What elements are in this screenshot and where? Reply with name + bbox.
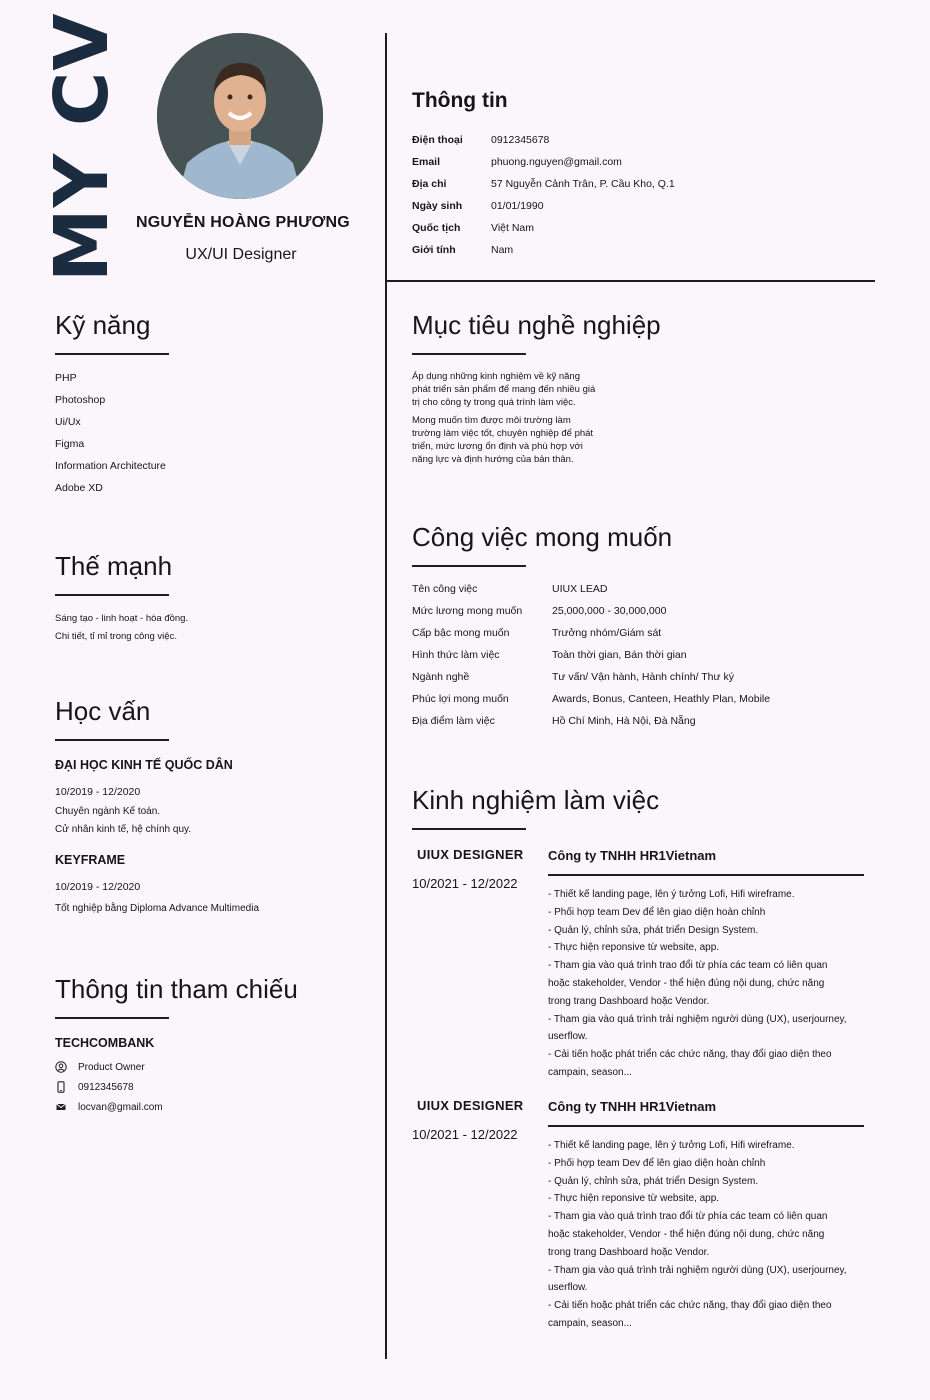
objective-line: triển, mức lương ổn định và phù hợp với xyxy=(412,441,583,452)
duty-line: campain, season... xyxy=(548,1317,632,1329)
desired-job-key: Tên công việc xyxy=(412,583,478,595)
objective-line: trường làm việc tốt, chuyên nghiệp để phát xyxy=(412,428,594,439)
phone-icon xyxy=(55,1081,67,1093)
duty-line: - Tham gia vào quá trình trải nghiệm người dùng (UX), userjourney, xyxy=(548,1013,847,1025)
my-cv-badge: MY CV xyxy=(39,12,125,282)
desired-job-value: UIUX LEAD xyxy=(552,583,608,595)
info-row xyxy=(412,239,675,261)
desired-job-row xyxy=(412,688,770,710)
duty-line: trong trang Dashboard hoặc Vendor. xyxy=(548,995,710,1007)
duty-line: - Phối hợp team Dev để lên giao diện hoàn chỉnh xyxy=(548,1157,766,1169)
desired-job-key: Ngành nghề xyxy=(412,671,470,683)
duty-line: - Quản lý, chỉnh sửa, phát triển Design System. xyxy=(548,924,759,936)
strengths-title: Thế mạnh xyxy=(55,551,173,581)
education-desc-line: Tốt nghiệp bằng Diploma Advance Multimedia xyxy=(55,903,260,914)
info-value: phuong.nguyen@gmail.com xyxy=(491,156,622,168)
duty-line: - Tham gia vào quá trình trải nghiệm người dùng (UX), userjourney, xyxy=(548,1264,847,1276)
desired-job-rule xyxy=(412,565,526,567)
experience-company: Công ty TNHH HR1Vietnam xyxy=(548,1099,717,1114)
info-key: Email xyxy=(412,156,441,168)
info-value: Nam xyxy=(491,244,514,256)
experience-company: Công ty TNHH HR1Vietnam xyxy=(548,848,717,863)
objective-para-1 xyxy=(412,370,595,409)
objective-para-2 xyxy=(412,414,593,466)
envelope-icon xyxy=(55,1101,67,1113)
skills-list xyxy=(55,367,166,499)
info-row xyxy=(412,217,675,239)
desired-job-key: Phúc lợi mong muốn xyxy=(412,693,509,705)
info-table xyxy=(412,129,675,261)
duty-line: - Quản lý, chỉnh sửa, phát triển Design System. xyxy=(548,1175,759,1187)
strengths-text xyxy=(55,610,188,646)
objective-rule xyxy=(412,353,526,355)
info-value: Việt Nam xyxy=(491,222,534,234)
duty-line: trong trang Dashboard hoặc Vendor. xyxy=(548,1246,710,1258)
reference-phone: 0912345678 xyxy=(78,1081,134,1093)
experience-duties xyxy=(548,886,868,1082)
skill-item: Ui/Ux xyxy=(55,416,81,428)
reference-rule xyxy=(55,1017,169,1019)
desired-job-key: Cấp bậc mong muốn xyxy=(412,627,510,639)
experience-position: UIUX DESIGNER xyxy=(417,1098,524,1113)
reference-position-row xyxy=(55,1061,145,1073)
desired-job-row xyxy=(412,578,770,600)
reference-title: Thông tin tham chiếu xyxy=(55,974,298,1004)
education-desc xyxy=(55,803,191,839)
duty-line: hoặc stakeholder, Vendor - thể hiện đúng nội dung, chức năng xyxy=(548,977,825,989)
vertical-divider xyxy=(385,33,387,1359)
education-desc-line: Chuyên ngành Kế toán. xyxy=(55,806,161,817)
info-row xyxy=(412,195,675,217)
info-title: Thông tin xyxy=(412,89,508,112)
experience-company-rule xyxy=(548,874,864,876)
reference-email-row xyxy=(55,1101,163,1113)
reference-company: TECHCOMBANK xyxy=(55,1036,155,1050)
desired-job-value: Trưởng nhóm/Giám sát xyxy=(552,627,662,639)
avatar xyxy=(157,33,323,199)
info-row xyxy=(412,129,675,151)
info-value: 57 Nguyễn Cảnh Trân, P. Cầu Kho, Q.1 xyxy=(491,178,675,190)
objective-line: Áp dụng những kinh nghiệm về kỹ năng xyxy=(412,371,580,382)
info-row xyxy=(412,151,675,173)
education-rule xyxy=(55,739,169,741)
experience-duties xyxy=(548,1137,868,1333)
desired-job-table xyxy=(412,578,770,732)
skill-item: Adobe XD xyxy=(55,482,103,494)
desired-job-value: Awards, Bonus, Canteen, Heathly Plan, Mobile xyxy=(552,693,771,705)
info-key: Địa chỉ xyxy=(412,178,447,190)
objective-title: Mục tiêu nghề nghiệp xyxy=(412,310,661,340)
reference-phone-row xyxy=(55,1081,134,1093)
education-desc xyxy=(55,900,259,918)
experience-rule xyxy=(412,828,526,830)
education-school: KEYFRAME xyxy=(55,853,126,867)
strength-line: Chi tiết, tỉ mỉ trong công việc. xyxy=(55,631,177,642)
objective-line: Mong muốn tìm được môi trường làm xyxy=(412,415,571,426)
duty-line: - Tham gia vào quá trình trao đổi từ phía các team có liên quan xyxy=(548,960,828,972)
desired-job-key: Địa điểm làm việc xyxy=(412,715,495,727)
skills-rule xyxy=(55,353,169,355)
skill-item: Photoshop xyxy=(55,394,106,406)
info-key: Điện thoại xyxy=(412,134,463,146)
experience-date: 10/2021 - 12/2022 xyxy=(412,876,518,891)
experience-title: Kinh nghiệm làm việc xyxy=(412,785,660,815)
info-key: Giới tính xyxy=(412,244,456,256)
desired-job-row xyxy=(412,644,770,666)
duty-line: userflow. xyxy=(548,1031,588,1043)
desired-job-row xyxy=(412,710,770,732)
skills-title: Kỹ năng xyxy=(55,310,151,340)
education-date: 10/2019 - 12/2020 xyxy=(55,786,141,798)
duty-line: - Cải tiến hoặc phát triển các chức năng, thay đổi giao diện theo xyxy=(548,1300,832,1312)
education-title: Học vấn xyxy=(55,696,151,726)
person-circle-icon xyxy=(55,1061,67,1073)
job-role: UX/UI Designer xyxy=(185,246,297,263)
skill-item: Figma xyxy=(55,438,85,450)
info-row xyxy=(412,173,675,195)
info-key: Ngày sinh xyxy=(412,200,463,212)
full-name: NGUYỄN HOÀNG PHƯƠNG xyxy=(136,214,350,231)
desired-job-value: Tư vấn/ Vận hành, Hành chính/ Thư ký xyxy=(552,671,734,683)
experience-date: 10/2021 - 12/2022 xyxy=(412,1127,518,1142)
info-value: 01/01/1990 xyxy=(491,200,544,212)
objective-line: phát triển sản phẩm để mang đến nhiều giá xyxy=(412,384,596,395)
info-value: 0912345678 xyxy=(491,134,550,146)
desired-job-value: Hồ Chí Minh, Hà Nội, Đà Nẵng xyxy=(552,715,696,727)
duty-line: - Thiết kế landing page, lên ý tưởng Lofi, Hifi wireframe. xyxy=(548,1140,795,1151)
desired-job-row xyxy=(412,622,770,644)
desired-job-key: Hình thức làm việc xyxy=(412,649,500,661)
duty-line: hoặc stakeholder, Vendor - thể hiện đúng nội dung, chức năng xyxy=(548,1228,825,1240)
experience-position: UIUX DESIGNER xyxy=(417,847,524,862)
education-desc-line: Cử nhân kinh tế, hệ chính quy. xyxy=(55,824,192,835)
desired-job-row xyxy=(412,666,770,688)
experience-company-rule xyxy=(548,1125,864,1127)
desired-job-row xyxy=(412,600,770,622)
duty-line: - Thực hiện reponsive từ website, app. xyxy=(548,942,720,954)
desired-job-value: Toàn thời gian, Bán thời gian xyxy=(552,649,687,661)
duty-line: campain, season... xyxy=(548,1066,632,1078)
desired-job-value: 25,000,000 - 30,000,000 xyxy=(552,605,667,617)
skill-item: Information Architecture xyxy=(55,460,166,472)
reference-position: Product Owner xyxy=(78,1061,145,1073)
education-school: ĐẠI HỌC KINH TẾ QUỐC DÂN xyxy=(55,758,233,772)
strength-line: Sáng tạo - linh hoạt - hòa đồng. xyxy=(55,613,189,624)
duty-line: - Thực hiện reponsive từ website, app. xyxy=(548,1193,720,1205)
horizontal-divider xyxy=(387,280,875,282)
duty-line: - Phối hợp team Dev để lên giao diện hoàn chỉnh xyxy=(548,906,766,918)
desired-job-key: Mức lương mong muốn xyxy=(412,605,523,617)
desired-job-title: Công việc mong muốn xyxy=(412,522,673,552)
objective-line: trị cho công ty trong quá trình làm việc. xyxy=(412,397,576,408)
objective-line: năng lực và định hướng của bản thân. xyxy=(412,454,574,465)
strengths-rule xyxy=(55,594,169,596)
duty-line: - Cải tiến hoặc phát triển các chức năng, thay đổi giao diện theo xyxy=(548,1049,832,1061)
education-date: 10/2019 - 12/2020 xyxy=(55,881,141,893)
reference-email: locvan@gmail.com xyxy=(78,1101,163,1113)
duty-line: - Thiết kế landing page, lên ý tưởng Lofi, Hifi wireframe. xyxy=(548,889,795,900)
info-key: Quốc tịch xyxy=(412,222,461,234)
skill-item: PHP xyxy=(55,372,77,384)
duty-line: userflow. xyxy=(548,1282,588,1294)
duty-line: - Tham gia vào quá trình trao đổi từ phía các team có liên quan xyxy=(548,1211,828,1223)
